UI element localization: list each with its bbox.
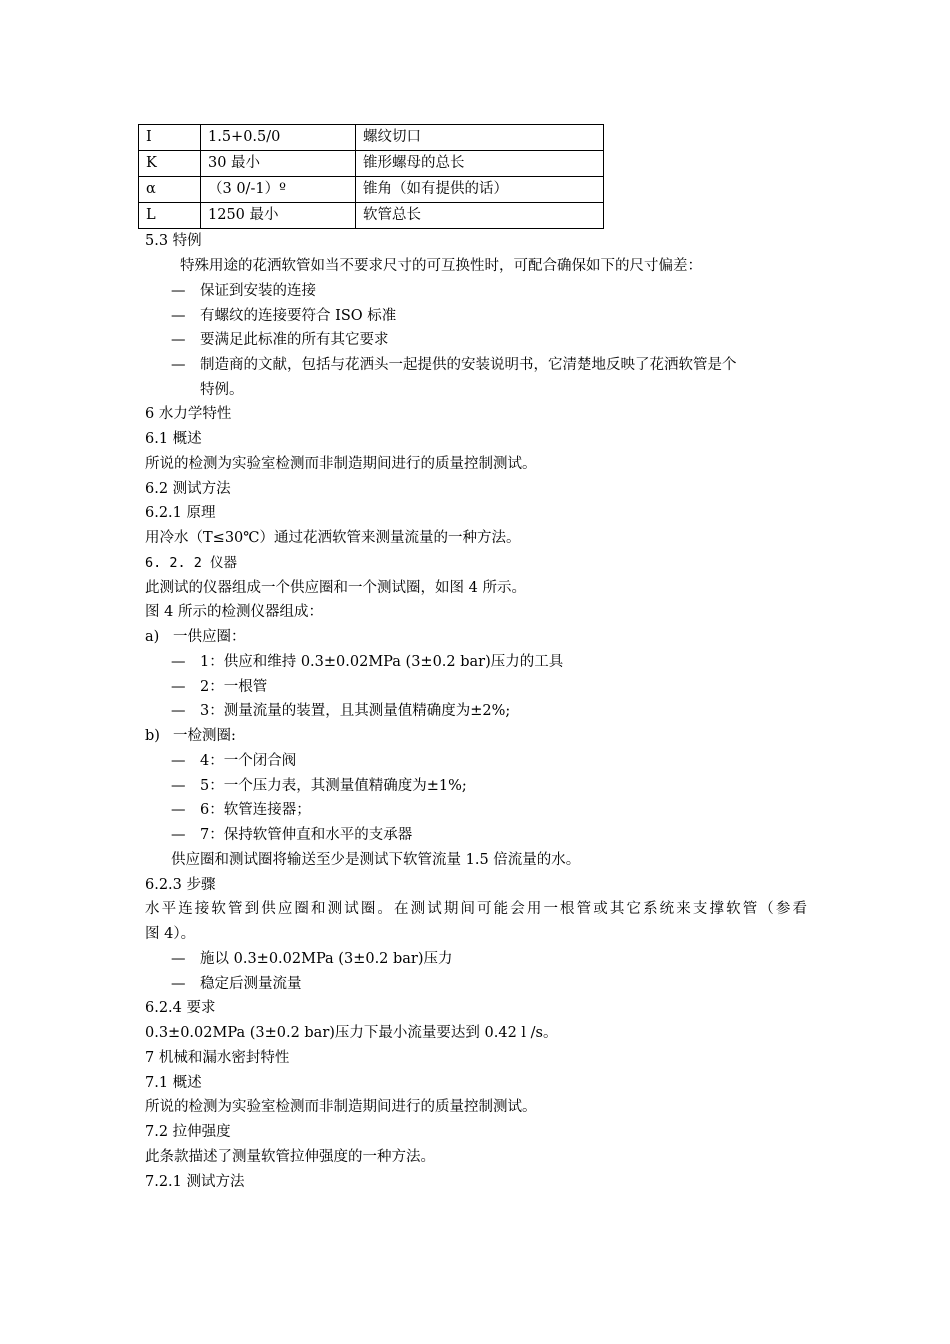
paragraph: 特殊用途的花洒软管如当不要求尺寸的可互换性时，可配合确保如下的尺寸偏差： [180, 258, 702, 274]
dash-bullet: — [171, 654, 186, 670]
heading-6: 6 水力学特性 [145, 406, 232, 422]
table-cell: 软管总长 [356, 203, 604, 229]
table-cell: （3 0/-1）º [201, 177, 356, 203]
heading-5-3: 5.3 特例 [145, 233, 202, 249]
table-cell: 锥角（如有提供的话） [356, 177, 604, 203]
list-item: 施以 0.3±0.02MPa (3±0.2 bar)压力 [200, 951, 453, 967]
heading-7-2: 7.2 拉伸强度 [145, 1124, 231, 1140]
list-item: 有螺纹的连接要符合 ISO 标准 [200, 308, 397, 324]
dimension-table [138, 124, 604, 229]
dash-bullet: — [171, 308, 186, 324]
heading-6-2-2: 6. 2. 2 仪器 [145, 555, 238, 571]
list-label: a) [145, 629, 160, 645]
list-item: 7：保持软管伸直和水平的支承器 [200, 827, 413, 843]
list-item: 制造商的文献，包括与花洒头一起提供的安装说明书，它清楚地反映了花洒软管是个 [200, 357, 737, 373]
table-cell: 螺纹切口 [356, 125, 604, 151]
table-cell: L [139, 203, 201, 229]
heading-7-2-1: 7.2.1 测试方法 [145, 1174, 245, 1190]
heading-6-2-4: 6.2.4 要求 [145, 1000, 216, 1016]
list-item: 2：一根管 [200, 679, 268, 695]
paragraph: 所说的检测为实验室检测而非制造期间进行的质量控制测试。 [145, 1099, 537, 1115]
table-cell: K [139, 151, 201, 177]
dash-bullet: — [171, 976, 186, 992]
list-heading: 一供应圈： [173, 629, 246, 645]
table-cell: 30 最小 [201, 151, 356, 177]
paragraph: 0.3±0.02MPa (3±0.2 bar)压力下最小流量要达到 0.42 l /s。 [145, 1025, 558, 1041]
list-heading: 一检测圈: [173, 728, 236, 744]
paragraph: 供应圈和测试圈将输送至少是测试下软管流量 1.5 倍流量的水。 [171, 852, 581, 868]
heading-6-2-1: 6.2.1 原理 [145, 505, 216, 521]
table-cell: α [139, 177, 201, 203]
list-item: 3：测量流量的装置，且其测量值精确度为±2%; [200, 703, 511, 719]
list-item: 要满足此标准的所有其它要求 [200, 332, 389, 348]
table-cell: 1.5+0.5/0 [201, 125, 356, 151]
dash-bullet: — [171, 753, 186, 769]
dash-bullet: — [171, 951, 186, 967]
heading-6-2-3: 6.2.3 步骤 [145, 877, 216, 893]
paragraph: 所说的检测为实验室检测而非制造期间进行的质量控制测试。 [145, 456, 537, 472]
list-label: b) [145, 728, 160, 744]
list-item: 稳定后测量流量 [200, 976, 302, 992]
heading-6-1: 6.1 概述 [145, 431, 202, 447]
list-item-continuation: 特例。 [200, 382, 244, 398]
table-cell: I [139, 125, 201, 151]
table-row [139, 125, 604, 151]
dash-bullet: — [171, 357, 186, 373]
paragraph: 用冷水（T≤30℃）通过花洒软管来测量流量的一种方法。 [145, 530, 521, 546]
dash-bullet: — [171, 778, 186, 794]
paragraph: 图 4 所示的检测仪器组成： [145, 604, 323, 620]
dash-bullet: — [171, 283, 186, 299]
dash-bullet: — [171, 827, 186, 843]
paragraph-continuation: 图 4）。 [145, 926, 196, 942]
table-row [139, 177, 604, 203]
paragraph: 此测试的仪器组成一个供应圈和一个测试圈，如图 4 所示。 [145, 580, 526, 596]
list-item: 6：软管连接器； [200, 802, 311, 818]
heading-7: 7 机械和漏水密封特性 [145, 1050, 290, 1066]
table-cell: 1250 最小 [201, 203, 356, 229]
table-row [139, 203, 604, 229]
table-cell: 锥形螺母的总长 [356, 151, 604, 177]
list-item: 1：供应和维持 0.3±0.02MPa (3±0.2 bar)压力的工具 [200, 654, 564, 670]
list-item: 4：一个闭合阀 [200, 753, 297, 769]
heading-6-2: 6.2 测试方法 [145, 481, 231, 497]
paragraph: 此条款描述了测量软管拉伸强度的一种方法。 [145, 1149, 435, 1165]
dash-bullet: — [171, 332, 186, 348]
paragraph: 水平连接软管到供应圈和测试圈。在测试期间可能会用一根管或其它系统来支撑软管（参看 [145, 901, 807, 917]
list-item: 保证到安装的连接 [200, 283, 316, 299]
dash-bullet: — [171, 679, 186, 695]
table-row [139, 151, 604, 177]
dash-bullet: — [171, 802, 186, 818]
dash-bullet: — [171, 703, 186, 719]
heading-7-1: 7.1 概述 [145, 1075, 202, 1091]
list-item: 5：一个压力表，其测量值精确度为±1%; [200, 778, 467, 794]
